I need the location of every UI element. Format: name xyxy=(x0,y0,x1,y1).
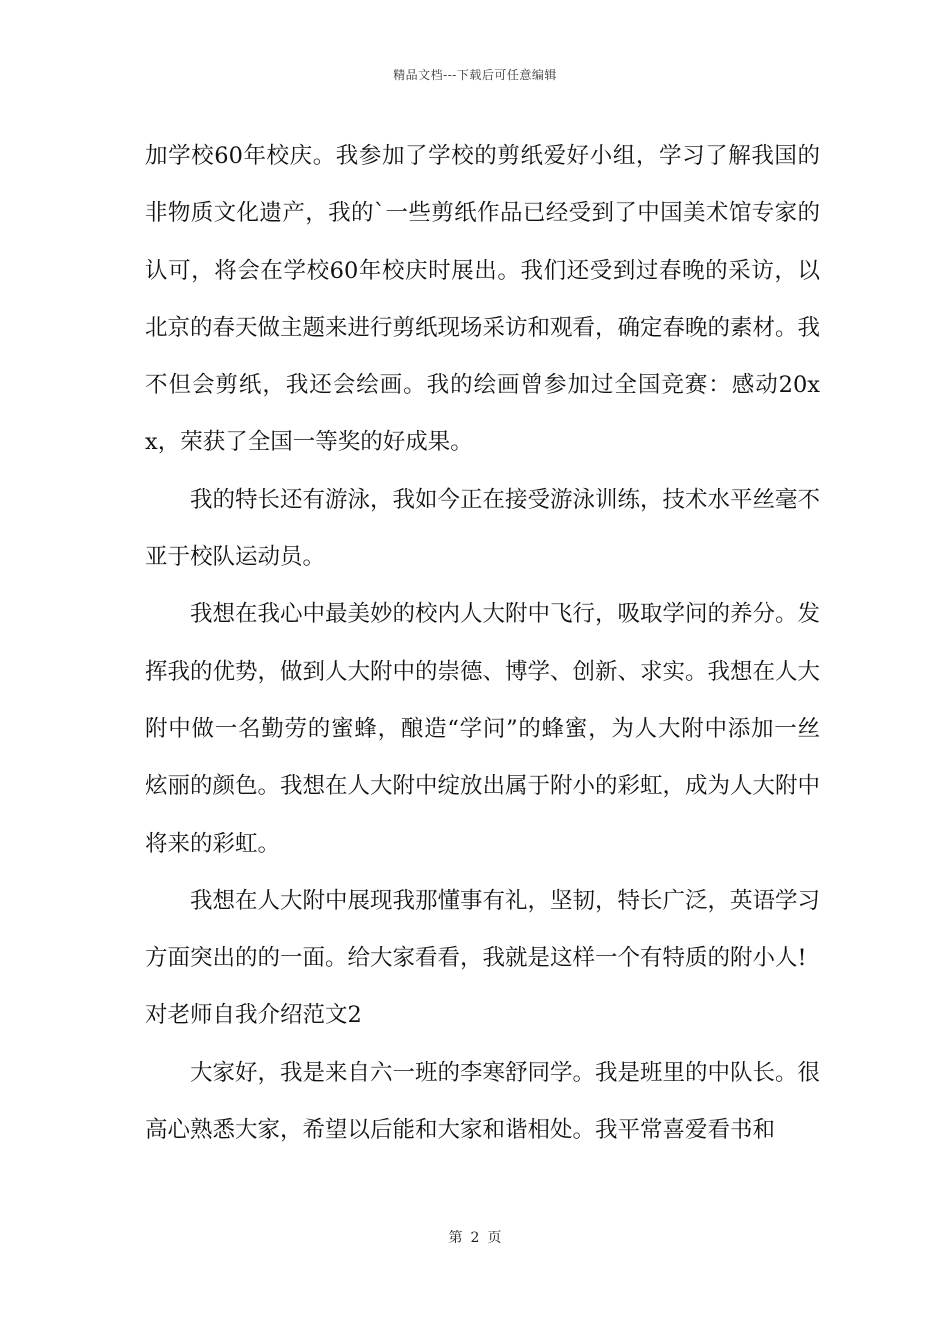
page-header: 精品文档---下载后可任意编辑 xyxy=(393,68,557,82)
page-number: 2 xyxy=(470,1230,480,1246)
page-prefix: 第 xyxy=(448,1230,463,1246)
paragraph-2: 我的特长还有游泳，我如今正在接受游泳训练，技术水平丝毫不亚于校队运动员。 xyxy=(145,486,821,571)
paragraph-4: 我想在人大附中展现我那懂事有礼，坚韧，特长广泛，英语学习方面突出的的一面。给大家看看，我就是这样一个有特质的附小人! xyxy=(145,887,821,972)
page-suffix: 页 xyxy=(487,1230,502,1246)
section-heading: 对老师自我介绍范文2 xyxy=(145,1002,362,1029)
page-footer xyxy=(0,1227,950,1247)
document-body xyxy=(145,128,820,1159)
paragraph-5: 大家好，我是来自六一班的李寒舒同学。我是班里的中队长。很高心熟悉大家，希望以后能和大家和谐相处。我平常喜爱看书和 xyxy=(145,1059,821,1144)
paragraph-3: 我想在我心中最美妙的校内人大附中飞行，吸取学问的养分。发挥我的优势，做到人大附中的崇德、博学、创新、求实。我想在人大附中做一名勤劳的蜜蜂，酿造“学问”的蜂蜜，为人大附中添加一丝炫丽的颜色。我想在人大附中绽放出属于附小的彩虹，成为人大附中将来的彩虹。 xyxy=(145,601,821,857)
paragraph-1: 加学校60年校庆。我参加了学校的剪纸爱好小组，学习了解我国的非物质文化遗产，我的`一些剪纸作品已经受到了中国美术馆专家的认可，将会在学校60年校庆时展出。我们还受到过春晚的采访，以北京的春天做主题来进行剪纸现场采访和观看，确定春晚的素材。我不但会剪纸，我还会绘画。我的绘画曾参加过全国竞赛：感动20xx，荣获了全国一等奖的好成果。 xyxy=(145,143,821,456)
